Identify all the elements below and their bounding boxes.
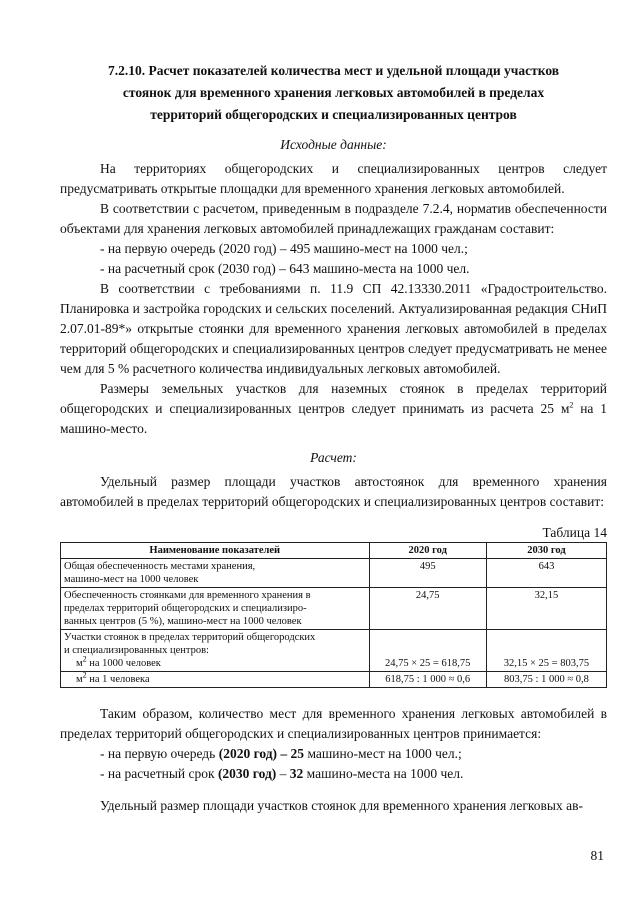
row4-unit-base: м <box>76 674 83 685</box>
conclusion-item-2020 <box>60 744 607 764</box>
paragraph-4-end: на 1 машино-место. <box>60 401 608 436</box>
row3-unit-rest: на 1000 человек <box>86 658 161 669</box>
superscript-2: 2 <box>569 400 574 410</box>
row2-2020: 24,75 <box>369 588 486 630</box>
row3-2020: 24,75 × 25 = 618,75 <box>369 630 486 672</box>
row4-2030: 803,75 : 1 000 ≈ 0,8 <box>486 672 606 688</box>
c-li2-a: - на расчетный срок <box>100 766 218 781</box>
paragraph-4 <box>60 379 607 439</box>
row3-2030: 32,15 × 25 = 803,75 <box>486 630 606 672</box>
row1-name <box>61 559 370 588</box>
row3-name <box>61 630 370 672</box>
final-paragraph: Удельный размер площади участков стоянок для временного хранения легковых ав- <box>100 798 583 813</box>
row2-name-line3: ванных центров (5 %), машино-мест на 1000 человек <box>64 616 302 627</box>
row3-name-line1: Участки стоянок в пределах территорий общегородских <box>64 632 316 643</box>
heading-line-3: территорий общегородских и специализированных центров <box>150 107 517 122</box>
paragraph-1: На территориях общегородских и специализированных центров следует предусматривать открытые площадки для временного хранения легковых автомобилей. <box>60 161 607 196</box>
list-item-2020: - на первую очередь (2020 год) – 495 машино-мест на 1000 чел.; <box>100 241 468 256</box>
header-name: Наименование показателей <box>61 543 370 559</box>
header-2030: 2030 год <box>486 543 606 559</box>
row2-name <box>61 588 370 630</box>
initial-data-title: Исходные данные: <box>280 137 387 152</box>
table-row <box>61 559 607 588</box>
paragraph-3: В соответствии с требованиями п. 11.9 СП 42.13330.2011 «Градостроительство. Планировка и застройка городских и сельских поселений. Актуализированная редакция СНиП 2.07.01-89*» открытые стоянки для временного хранения легковых автомобилей в пределах территорий общегородских и специализированных центров следует предусматривать не менее чем для 5 % расчетного количества индивидуальных легковых автомобилей. <box>60 281 607 376</box>
c-li2-c: – <box>276 766 290 781</box>
indicators-table <box>60 542 607 688</box>
header-2020: 2020 год <box>369 543 486 559</box>
heading-line-1: 7.2.10. Расчет показателей количества мест и удельной площади участков <box>107 63 560 78</box>
table-caption: Таблица 14 <box>542 525 607 540</box>
table-header-row <box>61 543 607 559</box>
row2-name-line2: пределах территорий общегородских и специализиро- <box>64 603 307 614</box>
c-li1-c: машино-мест на 1000 чел.; <box>304 746 462 761</box>
row1-2030: 643 <box>486 559 606 588</box>
c-li1-a: - на первую очередь <box>100 746 219 761</box>
row1-name-line2: машино-мест на 1000 человек <box>64 574 199 585</box>
c-li1-b: (2020 год) – 25 <box>218 746 305 761</box>
row1-name-line1: Общая обеспеченность местами хранения, <box>64 561 256 572</box>
document-page <box>60 60 607 816</box>
c-li2-e: машино-места на 1000 чел. <box>303 766 464 781</box>
row4-name <box>61 672 370 688</box>
row4-unit-rest: на 1 человека <box>86 674 150 685</box>
row3-unit-sup: 2 <box>82 654 87 664</box>
paragraph-4-text: Размеры земельных участков для наземных стоянок в пределах территорий общегородских и специализированных центров следует принимать из расчета 25 м <box>60 381 607 416</box>
table-row <box>61 588 607 630</box>
row2-2030: 32,15 <box>486 588 606 630</box>
conclusion-paragraph: Таким образом, количество мест для временного хранения легковых автомобилей в пределах территорий общегородских и специализированных центров принимается: <box>60 706 607 741</box>
c-li2-b: (2030 год) <box>217 766 277 781</box>
conclusion-item-2030 <box>60 764 607 784</box>
section-heading <box>60 60 607 126</box>
calc-title: Расчет: <box>310 450 357 465</box>
row1-2020: 495 <box>369 559 486 588</box>
list-item-2030: - на расчетный срок (2030 год) – 643 машино-места на 1000 чел. <box>100 261 470 276</box>
heading-line-2: стоянок для временного хранения легковых автомобилей в пределах <box>122 85 545 100</box>
table-row <box>61 672 607 688</box>
row4-unit-sup: 2 <box>82 670 87 680</box>
c-li2-d: 32 <box>289 766 304 781</box>
row4-2020: 618,75 : 1 000 ≈ 0,6 <box>369 672 486 688</box>
row2-name-line1: Обеспеченность стоянками для временного хранения в <box>64 590 311 601</box>
row4-unit <box>64 670 366 686</box>
row3-unit <box>64 654 366 670</box>
paragraph-2: В соответствии с расчетом, приведенным в подразделе 7.2.4, норматив обеспеченности объектами для хранения легковых автомобилей принадлежащих гражданам составит: <box>60 201 607 236</box>
row3-unit-base: м <box>76 658 83 669</box>
calc-paragraph: Удельный размер площади участков автостоянок для временного хранения автомобилей в пределах территорий общегородских и специализированных центров составит: <box>60 474 607 509</box>
page-number: 81 <box>590 848 604 863</box>
table-row <box>61 630 607 672</box>
row3-name-line2: и специализированных центров: <box>64 645 209 656</box>
